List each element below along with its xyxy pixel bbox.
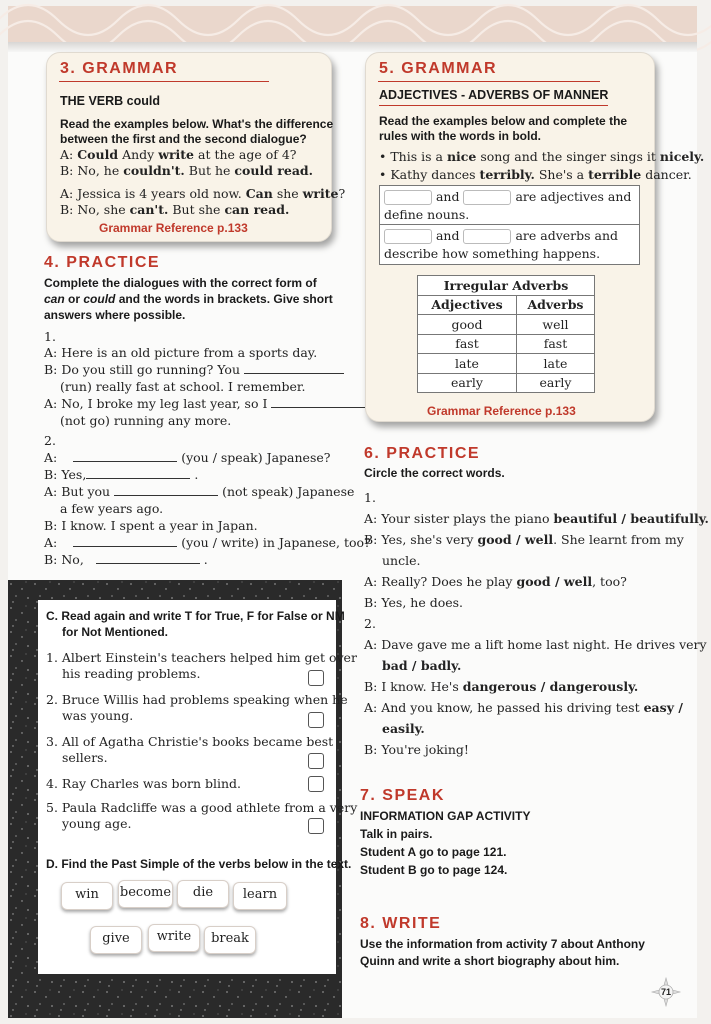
instruction-line: answers where possible. <box>44 308 186 322</box>
instruction-line: Talk in pairs. <box>360 827 433 841</box>
statement-line: 3. All of Agatha Christie's books became best <box>46 734 334 749</box>
rules-table <box>379 185 640 265</box>
dialogue-line: bad / badly. <box>382 658 462 673</box>
dialogue-line: A: No, I broke my leg last year, so I <box>44 396 369 412</box>
irregular-adverbs-table <box>417 275 595 393</box>
section-subtitle: ADJECTIVES - ADVERBS OF MANNER <box>379 87 608 106</box>
dialogue-line: A: Your sister plays the piano beautiful / beautifully. <box>364 511 709 526</box>
table-title: Irregular Adverbs <box>418 276 595 296</box>
instruction-line: C. Read again and write T for True, F for False or NM <box>46 609 345 623</box>
verb-card-give[interactable]: give <box>90 926 142 954</box>
dialogue-line: B: Do you still go running? You <box>44 362 344 378</box>
instruction-line: for Not Mentioned. <box>62 625 168 639</box>
dialogue-line: B: Yes, he does. <box>364 595 464 610</box>
reading-exercises-panel <box>8 580 358 1018</box>
instruction-line: Quinn and write a short biography about him. <box>360 954 620 968</box>
statement-line: 1. Albert Einstein's teachers helped him get over <box>46 650 357 665</box>
dialogue-line: A: And you know, he passed his driving test easy / <box>364 700 683 715</box>
grammar-reference: Grammar Reference p.133 <box>427 404 576 418</box>
dialogue-line: A: But you (not speak) Japanese <box>44 484 355 499</box>
example-line: • Kathy dances terribly. She's a terrible dancer. <box>379 167 692 182</box>
section-title: 6. PRACTICE <box>364 445 481 462</box>
dialogue-line: uncle. <box>382 553 421 568</box>
answer-checkbox[interactable] <box>308 776 324 792</box>
statement-line: young age. <box>62 816 132 831</box>
table-row: fast fast <box>418 334 595 354</box>
verb-card-learn[interactable]: learn <box>233 882 287 910</box>
statement-line: 5. Paula Radcliffe was a good athlete from a very <box>46 800 358 815</box>
rule-row: and are adverbs and describe how something happens. <box>384 228 619 261</box>
instruction-line: Use the information from activity 7 about Anthony <box>360 937 645 951</box>
dialogue-line: A: Dave gave me a lift home last night. He drives very <box>364 637 707 652</box>
section-title: 7. SPEAK <box>360 787 445 804</box>
verb-card-write[interactable]: write <box>148 924 200 952</box>
statement-line: his reading problems. <box>62 666 201 681</box>
dialogue-line: A: Here is an old picture from a sports day. <box>44 345 318 360</box>
dialogue-line: B: I know. I spent a year in Japan. <box>44 518 258 533</box>
dialogue-line: B: I know. He's dangerous / dangerously. <box>364 679 639 694</box>
instruction-line: INFORMATION GAP ACTIVITY <box>360 809 531 823</box>
instruction-line: Read the examples below. What's the difference <box>60 117 334 131</box>
statement-line: 4. Ray Charles was born blind. <box>46 776 242 791</box>
instruction-line: Student A go to page 121. <box>360 845 507 859</box>
instruction-line: Read the examples below and complete the <box>379 114 628 128</box>
section-title: 3. GRAMMAR <box>60 60 179 77</box>
gap-box[interactable] <box>463 229 511 244</box>
textbook-page <box>8 6 709 1018</box>
section-title: 4. PRACTICE <box>44 254 161 271</box>
instruction-line: Complete the dialogues with the correct form of <box>44 276 317 290</box>
title-rule <box>378 81 600 82</box>
table-row: late late <box>418 354 595 374</box>
page-number: 71 <box>660 987 671 997</box>
answer-checkbox[interactable] <box>308 712 324 728</box>
rule-row: and are adjectives and define nouns. <box>380 186 639 225</box>
dialogue-line: a few years ago. <box>60 501 164 516</box>
instruction-line: Circle the correct words. <box>364 466 505 480</box>
exercise-card <box>38 600 358 974</box>
dialogue-line: B: Yes, she's very good / well. She learnt from my <box>364 532 684 547</box>
section-title: 5. GRAMMAR <box>379 60 498 77</box>
answer-checkbox[interactable] <box>308 818 324 834</box>
instruction-line: Student B go to page 124. <box>360 863 508 877</box>
dialogue-line: B: No, . <box>44 552 208 567</box>
table-header: Adjectives <box>418 295 517 315</box>
section-subtitle: THE VERB could <box>60 94 161 108</box>
section-title: 8. WRITE <box>360 915 442 932</box>
answer-checkbox[interactable] <box>308 670 324 686</box>
gap-box[interactable] <box>463 190 511 205</box>
instruction-line: rules with the words in bold. <box>379 129 542 143</box>
verb-card-die[interactable]: die <box>177 880 229 908</box>
verb-card-win[interactable]: win <box>61 882 113 910</box>
gap-box[interactable] <box>384 229 432 244</box>
verb-card-become[interactable]: become <box>118 880 173 908</box>
item-number: 2. <box>44 433 56 448</box>
dialogue-line: A: (you / speak) Japanese? <box>44 450 331 465</box>
instruction-line: between the first and the second dialogue? <box>60 132 307 146</box>
example-line: B: No, she can't. But she can read. <box>60 202 290 217</box>
instruction-line: can or could and the words in brackets. Give short <box>44 292 333 306</box>
header-divider <box>8 42 697 52</box>
table-header: Adverbs <box>516 295 594 315</box>
dialogue-line: B: You're joking! <box>364 742 469 757</box>
example-line: A: Could Andy write at the age of 4? <box>60 147 297 162</box>
title-rule <box>59 81 269 82</box>
example-line: • This is a nice song and the singer sings it nicely. <box>379 149 705 164</box>
answer-checkbox[interactable] <box>308 753 324 769</box>
gap-box[interactable] <box>384 190 432 205</box>
dialogue-line: easily. <box>382 721 425 736</box>
dialogue-line: (not go) running any more. <box>60 413 232 428</box>
dialogue-line: (run) really fast at school. I remember. <box>60 379 306 394</box>
dialogue-line: B: Yes, . <box>44 467 199 482</box>
item-number: 1. <box>364 490 376 505</box>
decorative-header-band <box>8 6 697 42</box>
dialogue-line: A: (you / write) in Japanese, too? <box>44 535 371 550</box>
example-line: A: Jessica is 4 years old now. Can she write? <box>60 186 346 201</box>
table-row: good well <box>418 315 595 335</box>
grammar-adjectives-box <box>365 52 705 422</box>
page-number-badge <box>652 978 680 1006</box>
verb-card-break[interactable]: break <box>204 926 256 954</box>
grammar-could-box <box>46 52 346 242</box>
statement-line: was young. <box>62 708 134 723</box>
instruction-line: D. Find the Past Simple of the verbs below in the text. <box>46 857 352 871</box>
item-number: 2. <box>364 616 376 631</box>
example-line: B: No, he couldn't. But he could read. <box>60 163 314 178</box>
dialogue-line: A: Really? Does he play good / well, too? <box>364 574 627 589</box>
grammar-reference: Grammar Reference p.133 <box>99 221 248 235</box>
statement-line: sellers. <box>62 750 108 765</box>
statement-line: 2. Bruce Willis had problems speaking when he <box>46 692 348 707</box>
item-number: 1. <box>44 329 56 344</box>
table-row: early early <box>418 373 595 393</box>
